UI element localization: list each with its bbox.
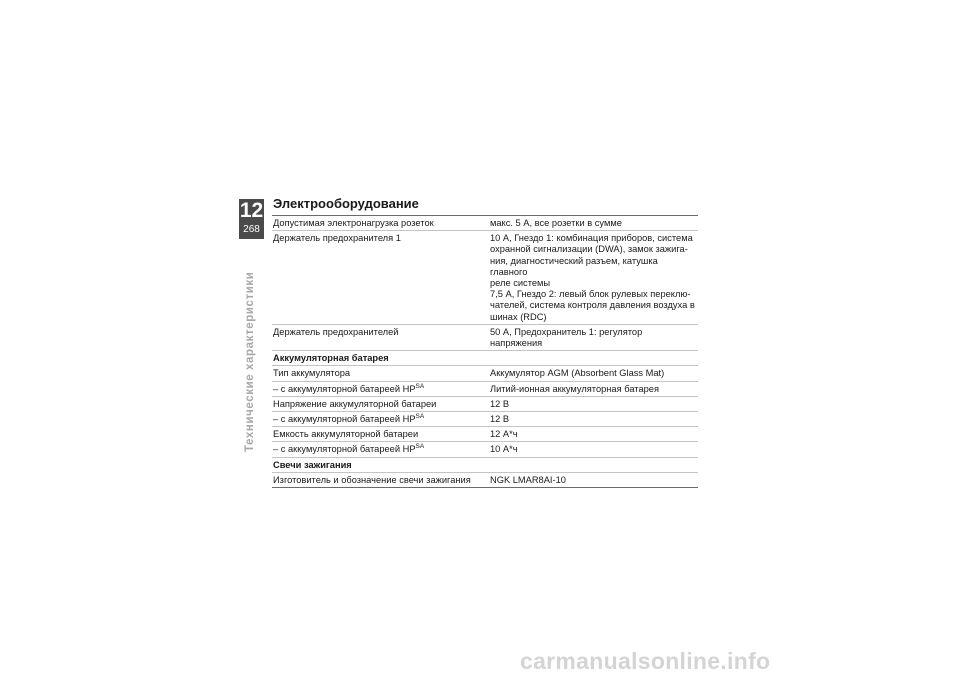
row-value: 10 А*ч — [490, 444, 518, 455]
spec-table — [272, 215, 698, 488]
row-label: Тип аккумулятора — [273, 368, 351, 379]
row-label — [272, 382, 486, 396]
table-row — [272, 412, 698, 427]
row-value: 12 В — [490, 398, 510, 409]
row-label — [272, 442, 486, 456]
table-row — [272, 216, 698, 231]
row-value: 50 А, Предохранитель 1: регулятор напряжения — [490, 326, 643, 349]
option-superscript: SA — [415, 412, 425, 420]
value-line: 7,5 А, Гнездо 2: левый блок рулевых переклю- — [490, 289, 691, 300]
row-label: Изготовитель и обозначение свечи зажигания — [273, 474, 471, 485]
chapter-number: 12 — [239, 199, 264, 222]
row-label: Напряжение аккумуляторной батареи — [273, 398, 437, 409]
page-number: 268 — [243, 224, 260, 235]
row-value: Литий-ионная аккумуляторная батарея — [490, 383, 660, 394]
section-title: Электрооборудование — [273, 196, 419, 211]
value-line: охранной сигнализации (DWA), замок зажига- — [490, 244, 688, 255]
table-row — [272, 442, 698, 457]
option-superscript: SA — [415, 382, 425, 390]
option-superscript: SA — [415, 443, 425, 451]
table-row — [272, 325, 698, 351]
table-section-header — [272, 458, 698, 473]
row-value — [486, 231, 698, 324]
value-line: ния, диагностический разъем, катушка главного — [490, 255, 658, 277]
row-label — [272, 412, 486, 426]
section-header-label: Аккумуляторная батарея — [273, 353, 389, 364]
row-label-text: – с аккумуляторной батареей HP — [273, 444, 416, 455]
table-row — [272, 366, 698, 381]
row-label: Допустимая электронагрузка розеток — [273, 218, 434, 228]
table-row — [272, 427, 698, 442]
row-value: Аккумулятор AGM (Absorbent Glass Mat) — [490, 368, 665, 379]
table-section-header — [272, 351, 698, 366]
row-label: Держатель предохранителей — [273, 326, 399, 337]
value-line: шинах (RDC) — [490, 311, 547, 322]
chapter-badge — [239, 199, 264, 239]
row-value: макс. 5 А, все розетки в сумме — [490, 218, 622, 228]
watermark: carmanualsonline.info — [520, 648, 771, 674]
row-label: Держатель предохранителя 1 — [273, 233, 401, 244]
table-row — [272, 397, 698, 412]
section-header-label: Свечи зажигания — [273, 459, 352, 470]
row-value: 12 А*ч — [490, 429, 518, 440]
row-label-text: – с аккумуляторной батареей HP — [273, 414, 416, 425]
table-row — [272, 382, 698, 397]
value-line: реле системы — [490, 278, 551, 289]
table-row — [272, 473, 698, 488]
side-chapter-title: Технические характеристики — [244, 271, 256, 452]
value-line: чателей, система контроля давления воздуха в — [490, 300, 695, 311]
row-label-text: – с аккумуляторной батареей HP — [273, 383, 416, 394]
row-value: NGK LMAR8AI-10 — [490, 474, 566, 485]
row-label: Емкость аккумуляторной батареи — [273, 429, 419, 440]
row-value: 12 В — [490, 414, 510, 425]
value-line: 10 А, Гнездо 1: комбинация приборов, система — [490, 233, 693, 244]
table-row — [272, 231, 698, 325]
